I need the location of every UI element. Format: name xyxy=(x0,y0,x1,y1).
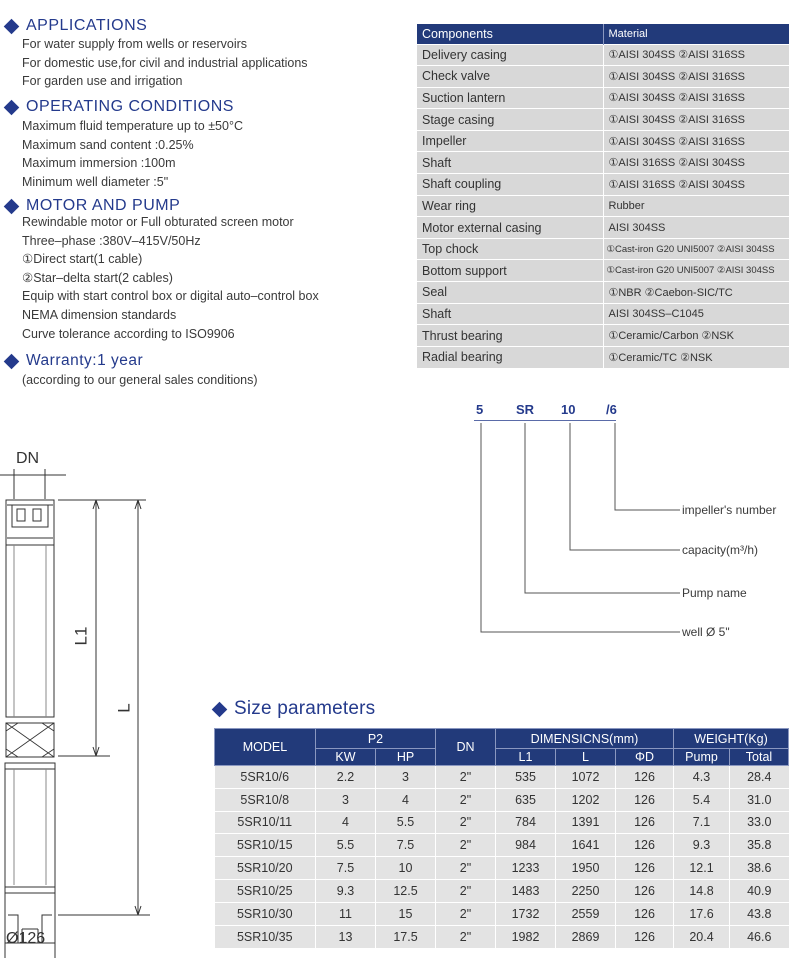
size-table-body xyxy=(215,766,789,948)
l1-header: L1 xyxy=(496,749,556,766)
hp-cell: 3 xyxy=(376,766,436,789)
l-cell: 1641 xyxy=(556,834,616,857)
hp-cell: 12.5 xyxy=(376,879,436,902)
l1-cell: 535 xyxy=(496,766,556,789)
model-cell: 5SR10/11 xyxy=(215,811,316,834)
warranty-note xyxy=(22,371,258,390)
total-weight-cell: 43.8 xyxy=(730,902,789,925)
total-weight-header: Total xyxy=(730,749,789,766)
material-cell: Rubber xyxy=(603,195,789,217)
l-cell: 1950 xyxy=(556,857,616,880)
dn-cell: 2" xyxy=(436,811,496,834)
table-row xyxy=(417,346,789,368)
component-cell: Stage casing xyxy=(417,109,603,131)
component-cell: Seal xyxy=(417,282,603,304)
hp-cell: 15 xyxy=(376,902,436,925)
pump-weight-cell: 12.1 xyxy=(674,857,730,880)
table-row xyxy=(215,879,789,902)
table-row xyxy=(417,303,789,325)
dimensions-header: DIMENSICNS(mm) xyxy=(496,729,674,749)
material-cell: AISI 304SS xyxy=(603,217,789,239)
operating-line: Maximum fluid temperature up to ±50°C xyxy=(22,119,243,133)
total-weight-cell: 35.8 xyxy=(730,834,789,857)
model-cell: 5SR10/35 xyxy=(215,925,316,948)
material-cell: ①AISI 304SS ②AISI 316SS xyxy=(603,66,789,88)
component-cell: Radial bearing xyxy=(417,346,603,368)
dn-header: DN xyxy=(436,729,496,766)
phid-header: ΦD xyxy=(616,749,674,766)
kw-cell: 13 xyxy=(316,925,376,948)
motor-list xyxy=(22,213,319,343)
pump-weight-cell: 20.4 xyxy=(674,925,730,948)
operating-header xyxy=(6,98,234,116)
l1-cell: 984 xyxy=(496,834,556,857)
kw-cell: 9.3 xyxy=(316,879,376,902)
pump-name-label: Pump name xyxy=(682,586,747,600)
total-weight-cell: 46.6 xyxy=(730,925,789,948)
component-cell: Top chock xyxy=(417,238,603,260)
table-row xyxy=(417,260,789,282)
leader-pump-name xyxy=(525,423,680,593)
applications-line: For water supply from wells or reservoirs xyxy=(22,37,248,51)
pump-weight-cell: 7.1 xyxy=(674,811,730,834)
impeller-number-label: impeller's number xyxy=(682,503,777,517)
dn-cell: 2" xyxy=(436,766,496,789)
phid-cell: 126 xyxy=(616,902,674,925)
warranty-title: Warranty:1 year xyxy=(26,352,144,369)
material-cell: ①Ceramic/TC ②NSK xyxy=(603,346,789,368)
warranty-line: (according to our general sales conditions) xyxy=(22,373,258,387)
components-table xyxy=(417,24,789,368)
pump-upper-body xyxy=(6,500,54,717)
model-code-leader-lines xyxy=(470,420,690,645)
table-row xyxy=(215,766,789,789)
kw-header: KW xyxy=(316,749,376,766)
motor-line: NEMA dimension standards xyxy=(22,307,177,322)
dn-cell: 2" xyxy=(436,857,496,880)
l1-label: L1 xyxy=(71,626,91,646)
diamond-bullet-icon xyxy=(212,701,228,717)
material-cell: ①Cast-iron G20 UNI5007 ②AISI 304SS xyxy=(603,238,789,260)
dn-label: DN xyxy=(16,450,40,467)
l1-cell: 1982 xyxy=(496,925,556,948)
applications-line: For domestic use,for civil and industrial applications xyxy=(22,55,308,70)
table-row xyxy=(215,811,789,834)
table-row xyxy=(417,325,789,347)
applications-title: APPLICATIONS xyxy=(26,17,148,34)
diamond-bullet-icon xyxy=(4,18,20,34)
component-cell: Motor external casing xyxy=(417,217,603,239)
hp-header: HP xyxy=(376,749,436,766)
kw-cell: 2.2 xyxy=(316,766,376,789)
l-cell: 1202 xyxy=(556,788,616,811)
material-cell: ①Ceramic/Carbon ②NSK xyxy=(603,325,789,347)
material-cell: ①AISI 304SS ②AISI 316SS xyxy=(603,130,789,152)
model-header: MODEL xyxy=(215,729,316,766)
l-cell: 1072 xyxy=(556,766,616,789)
pump-weight-cell: 14.8 xyxy=(674,879,730,902)
material-cell: ①AISI 304SS ②AISI 316SS xyxy=(603,87,789,109)
table-row xyxy=(417,152,789,174)
table-row xyxy=(215,788,789,811)
weight-header: WEIGHT(Kg) xyxy=(674,729,789,749)
component-cell: Shaft xyxy=(417,152,603,174)
phid-cell: 126 xyxy=(616,788,674,811)
warranty-header xyxy=(6,352,143,370)
component-cell: Shaft coupling xyxy=(417,174,603,196)
pump-weight-header: Pump xyxy=(674,749,730,766)
hp-cell: 5.5 xyxy=(376,811,436,834)
kw-cell: 11 xyxy=(316,902,376,925)
l1-cell: 1233 xyxy=(496,857,556,880)
model-cell: 5SR10/15 xyxy=(215,834,316,857)
diameter-label: Ø126 xyxy=(6,930,46,947)
p2-header: P2 xyxy=(316,729,436,749)
applications-line: For garden use and irrigation xyxy=(22,74,183,89)
table-row xyxy=(417,282,789,304)
motor-line: ②Star–delta start(2 cables) xyxy=(22,270,173,285)
phid-cell: 126 xyxy=(616,879,674,902)
total-weight-cell: 33.0 xyxy=(730,811,789,834)
material-cell: ①Cast-iron G20 UNI5007 ②AISI 304SS xyxy=(603,260,789,282)
component-cell: Thrust bearing xyxy=(417,325,603,347)
table-row xyxy=(417,174,789,196)
diamond-bullet-icon xyxy=(4,198,20,214)
code-part-stages: /6 xyxy=(606,402,617,417)
motor-line: Rewindable motor or Full obturated screen motor xyxy=(22,215,294,229)
table-row xyxy=(215,902,789,925)
component-cell: Shaft xyxy=(417,303,603,325)
operating-list xyxy=(22,117,243,191)
dn-cell: 2" xyxy=(436,834,496,857)
table-row xyxy=(417,130,789,152)
pump-weight-cell: 17.6 xyxy=(674,902,730,925)
table-row xyxy=(417,238,789,260)
table-row xyxy=(215,857,789,880)
l1-cell: 1732 xyxy=(496,902,556,925)
phid-cell: 126 xyxy=(616,834,674,857)
material-cell: ①NBR ②Caebon-SIC/TC xyxy=(603,282,789,304)
material-cell: ①AISI 316SS ②AISI 304SS xyxy=(603,174,789,196)
operating-line: Minimum well diameter :5" xyxy=(22,174,169,189)
kw-cell: 3 xyxy=(316,788,376,811)
model-cell: 5SR10/25 xyxy=(215,879,316,902)
diamond-bullet-icon xyxy=(4,99,20,115)
hp-cell: 7.5 xyxy=(376,834,436,857)
material-cell: ①AISI 316SS ②AISI 304SS xyxy=(603,152,789,174)
kw-cell: 4 xyxy=(316,811,376,834)
motor-line: Equip with start control box or digital auto–control box xyxy=(22,289,319,304)
motor-line: ①Direct start(1 cable) xyxy=(22,252,143,267)
components-header-row xyxy=(417,24,789,44)
pump-drawing xyxy=(0,445,160,958)
phid-cell: 126 xyxy=(616,857,674,880)
model-cell: 5SR10/8 xyxy=(215,788,316,811)
size-table xyxy=(214,728,789,948)
size-header-row-1 xyxy=(215,729,789,749)
operating-title: OPERATING CONDITIONS xyxy=(26,98,234,115)
table-row xyxy=(417,87,789,109)
l1-cell: 635 xyxy=(496,788,556,811)
material-cell: ①AISI 304SS ②AISI 316SS xyxy=(603,109,789,131)
motor-line: Curve tolerance according to ISO9906 xyxy=(22,326,235,341)
code-part-name: SR xyxy=(516,402,535,417)
kw-cell: 5.5 xyxy=(316,834,376,857)
leader-well xyxy=(481,423,680,632)
dn-cell: 2" xyxy=(436,788,496,811)
model-cell: 5SR10/30 xyxy=(215,902,316,925)
motor-line: Three–phase :380V–415V/50Hz xyxy=(22,233,201,248)
model-cell: 5SR10/20 xyxy=(215,857,316,880)
hp-cell: 17.5 xyxy=(376,925,436,948)
total-weight-cell: 28.4 xyxy=(730,766,789,789)
l1-cell: 1483 xyxy=(496,879,556,902)
component-cell: Delivery casing xyxy=(417,44,603,66)
component-cell: Bottom support xyxy=(417,260,603,282)
material-header: Material xyxy=(603,24,789,44)
hp-cell: 10 xyxy=(376,857,436,880)
leader-capacity xyxy=(570,423,680,550)
components-header: Components xyxy=(417,24,603,44)
table-row xyxy=(417,44,789,66)
l-cell: 2869 xyxy=(556,925,616,948)
table-row xyxy=(215,834,789,857)
leader-impeller xyxy=(615,423,680,510)
kw-cell: 7.5 xyxy=(316,857,376,880)
total-weight-cell: 31.0 xyxy=(730,788,789,811)
l-header: L xyxy=(556,749,616,766)
pump-weight-cell: 9.3 xyxy=(674,834,730,857)
total-weight-cell: 38.6 xyxy=(730,857,789,880)
well-diameter-label: well Ø 5" xyxy=(682,625,730,639)
total-weight-cell: 40.9 xyxy=(730,879,789,902)
component-cell: Check valve xyxy=(417,66,603,88)
capacity-label: capacity(m³/h) xyxy=(682,543,759,557)
dn-cell: 2" xyxy=(436,879,496,902)
dn-cell: 2" xyxy=(436,925,496,948)
code-part-series: 5 xyxy=(476,402,484,417)
phid-cell: 126 xyxy=(616,925,674,948)
size-header xyxy=(214,698,375,720)
component-cell: Wear ring xyxy=(417,195,603,217)
l-cell: 2250 xyxy=(556,879,616,902)
pump-weight-cell: 4.3 xyxy=(674,766,730,789)
code-part-capacity: 10 xyxy=(561,402,576,417)
operating-line: Maximum sand content :0.25% xyxy=(22,137,194,152)
phid-cell: 126 xyxy=(616,811,674,834)
table-row xyxy=(417,109,789,131)
hp-cell: 4 xyxy=(376,788,436,811)
model-cell: 5SR10/6 xyxy=(215,766,316,789)
l-label: L xyxy=(114,703,134,713)
size-title: Size parameters xyxy=(234,698,376,719)
component-cell: Suction lantern xyxy=(417,87,603,109)
table-row xyxy=(417,195,789,217)
table-row xyxy=(417,217,789,239)
applications-list xyxy=(22,35,308,91)
material-cell: AISI 304SS–C1045 xyxy=(603,303,789,325)
motor-title: MOTOR AND PUMP xyxy=(26,197,181,214)
table-row xyxy=(417,66,789,88)
component-cell: Impeller xyxy=(417,130,603,152)
diamond-bullet-icon xyxy=(4,353,20,369)
operating-line: Maximum immersion :100m xyxy=(22,156,176,171)
applications-header xyxy=(6,17,147,35)
motor-body xyxy=(5,763,55,943)
phid-cell: 126 xyxy=(616,766,674,789)
l1-cell: 784 xyxy=(496,811,556,834)
l-cell: 1391 xyxy=(556,811,616,834)
pump-weight-cell: 5.4 xyxy=(674,788,730,811)
material-cell: ①AISI 304SS ②AISI 316SS xyxy=(603,44,789,66)
dn-cell: 2" xyxy=(436,902,496,925)
l-cell: 2559 xyxy=(556,902,616,925)
table-row xyxy=(215,925,789,948)
